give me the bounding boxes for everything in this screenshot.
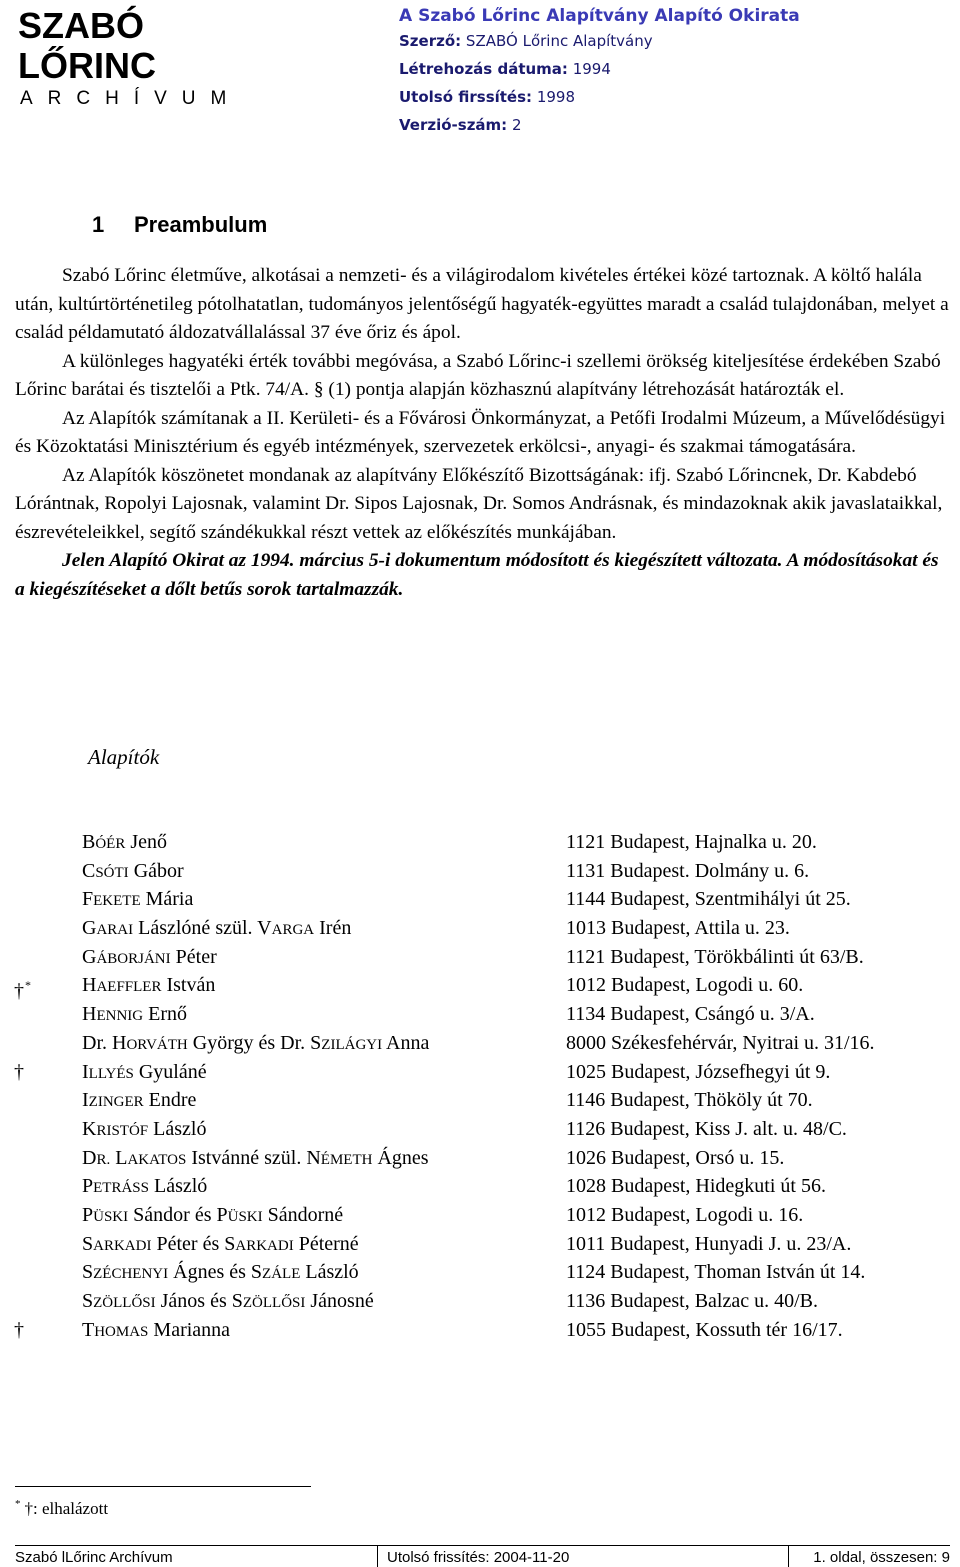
paragraph-5: Jelen Alapító Okirat az 1994. március 5-i dokumentum módosított és kiegészített változata. A módosításokat és a kiegészítéseket a dőlt betűs sorok tartalmazzák. xyxy=(15,550,939,600)
footer-updated: Utolsó frissítés: 2004-11-20 xyxy=(387,1549,570,1566)
footnote-ref: * xyxy=(25,978,31,993)
logo-line2: ARCHÍVUM xyxy=(20,88,242,109)
founder-row xyxy=(0,1172,960,1201)
founder-row xyxy=(0,1258,960,1287)
deceased-mark: † xyxy=(14,1060,24,1083)
founder-address: 1136 Budapest, Balzac u. 40/B. xyxy=(566,1290,818,1312)
founder-address: 1126 Budapest, Kiss J. alt. u. 48/C. xyxy=(566,1117,847,1140)
founder-row xyxy=(0,1316,960,1345)
founder-name: HAEFFLER István xyxy=(82,974,216,997)
section-heading xyxy=(92,212,267,238)
founder-address: 1144 Budapest, Szentmihályi út 25. xyxy=(566,888,851,911)
founder-row xyxy=(0,1287,960,1316)
founders-list xyxy=(0,828,960,1344)
section-number: 1 xyxy=(92,212,105,237)
founder-name: GÁBORJÁNI Péter xyxy=(82,945,217,968)
logo-line1: SZABÓ LŐRINC xyxy=(18,5,156,86)
founder-row xyxy=(0,885,960,914)
founder-name: FEKETE Mária xyxy=(82,888,194,911)
founder-address: 1055 Budapest, Kossuth tér 16/17. xyxy=(566,1318,843,1341)
paragraph-3: Az Alapítók számítanak a II. Kerületi- és a Fővárosi Önkormányzat, a Petőfi Irodalmi Múzeum, a Művelődésügyi és Közoktatási Minisztérium és egyéb intézmények, szervezetek erkölcsi-, anyagi- és szakmai támogatására. xyxy=(15,407,946,457)
founder-name: PÜSKI Sándor és PÜSKI Sándorné xyxy=(82,1203,344,1226)
deceased-mark: † xyxy=(14,1318,24,1341)
document-title: A Szabó Lőrinc Alapítvány Alapító Okirata xyxy=(399,6,800,26)
footnote xyxy=(15,1498,108,1519)
paragraph-1: Szabó Lőrinc életműve, alkotásai a nemzeti- és a világirodalom kivételes értékei közé tartoznak. A költő halála után, kultúrtörténetileg pótolhatatlan, tudományos jelentőségű hagyaték-együttes maradt a család tulajdonában, melyet a család példamutató áldozatvállalással 37 éve őriz és ápol. xyxy=(15,265,949,343)
paragraph-2: A különleges hagyatéki érték további megóvása, a Szabó Lőrinc-i szellemi örökség kiteljesítése érdekében Szabó Lőrinc barátai és tisztelői a Ptk. 74/A. § (1) pontja alapján közhasznú alapítvány létrehozását határozták el. xyxy=(15,350,941,400)
created-label: Létrehozás dátuma: xyxy=(399,60,568,78)
founder-address: 1012 Budapest, Logodi u. 16. xyxy=(566,1203,804,1226)
founder-name: PETRÁSS László xyxy=(82,1175,208,1198)
founder-row xyxy=(0,1000,960,1029)
founder-name: SZÖLLŐSI János és SZÖLLŐSI Jánosné xyxy=(82,1290,374,1312)
founders-title: Alapítók xyxy=(88,745,160,769)
footer-page-number: 1. oldal, összesen: 9 xyxy=(813,1549,950,1566)
cross-symbol: † xyxy=(14,980,24,1003)
founder-row xyxy=(0,914,960,943)
founder-address: 1025 Budapest, Józsefhegyi út 9. xyxy=(566,1060,831,1083)
footer-divider xyxy=(377,1546,378,1567)
founder-address: 1011 Budapest, Hunyadi J. u. 23/A. xyxy=(566,1232,852,1255)
founder-name: GARAI Lászlóné szül. VARGA Irén xyxy=(82,917,352,940)
footnote-separator xyxy=(15,1486,311,1487)
updated-row xyxy=(399,83,800,111)
founder-row xyxy=(0,828,960,857)
preamble-body xyxy=(15,262,950,604)
author-value: SZABÓ Lőrinc Alapítvány xyxy=(465,32,653,50)
paragraph-4: Az Alapítók köszönetet mondanak az alapítvány Előkészítő Bizottságának: ifj. Szabó Lőrincnek, Dr. Kabdebó Lórántnak, Ropolyi Lajosnak, valamint Dr. Sipos Lajosnak, Dr. Somos Andrásnak, és mindazoknak akik javaslataikkal, észrevételeikkel, segítő szándékukkal részt vettek az előkészítés munkájában. xyxy=(15,464,943,543)
founder-row xyxy=(0,1086,960,1115)
founder-address: 1012 Budapest, Logodi u. 60. xyxy=(566,974,804,997)
created-row xyxy=(399,55,800,83)
author-label: Szerző: xyxy=(399,32,462,50)
founder-row xyxy=(0,1144,960,1173)
version-row xyxy=(399,111,800,139)
updated-label: Utolsó firssítés: xyxy=(399,88,533,106)
footnote-text: †: elhalázott xyxy=(24,1499,109,1518)
founder-address: 1121 Budapest, Törökbálinti út 63/B. xyxy=(566,945,864,968)
founder-row xyxy=(0,971,960,1003)
founder-row xyxy=(0,1201,960,1230)
page-footer xyxy=(15,1545,950,1567)
founder-address: 1013 Budapest, Attila u. 23. xyxy=(566,917,790,940)
founder-name: KRISTÓF László xyxy=(82,1117,207,1140)
founder-address: 1134 Budapest, Csángó u. 3/A. xyxy=(566,1003,815,1026)
founder-row xyxy=(0,1230,960,1259)
founder-name: BÓÉR Jenő xyxy=(82,831,168,853)
footer-divider xyxy=(788,1546,789,1567)
founder-name: SARKADI Péter és SARKADI Péterné xyxy=(82,1232,359,1255)
founder-address: 1124 Budapest, Thoman István út 14. xyxy=(566,1261,866,1284)
founder-row xyxy=(0,943,960,972)
section-title: Preambulum xyxy=(134,212,268,237)
founder-name: SZÉCHENYI Ágnes és SZÁLE László xyxy=(82,1261,359,1284)
footer-archive-name: Szabó lLőrinc Archívum xyxy=(15,1549,173,1566)
version-label: Verzió-szám: xyxy=(399,116,508,134)
founder-name: Dr. HORVÁTH György és Dr. SZILÁGYI Anna xyxy=(82,1031,430,1054)
founder-row xyxy=(0,1029,960,1058)
founder-name: HENNIG Ernő xyxy=(82,1003,187,1026)
founder-row xyxy=(0,857,960,886)
founder-name: THOMAS Marianna xyxy=(82,1318,231,1341)
created-value: 1994 xyxy=(572,60,611,78)
updated-value: 1998 xyxy=(536,88,576,106)
founder-name: IZINGER Endre xyxy=(82,1089,197,1112)
founder-address: 1121 Budapest, Hajnalka u. 20. xyxy=(566,831,817,853)
founder-address: 8000 Székesfehérvár, Nyitrai u. 31/16. xyxy=(566,1031,875,1054)
founder-name: DR. LAKATOS Istvánné szül. NÉMETH Ágnes xyxy=(82,1146,429,1169)
founder-row xyxy=(0,1115,960,1144)
author-row xyxy=(399,27,800,55)
founder-address: 1028 Budapest, Hidegkuti út 56. xyxy=(566,1175,826,1198)
document-metadata xyxy=(399,5,800,139)
archive-logo xyxy=(18,5,242,109)
founder-row xyxy=(0,1058,960,1087)
founder-name: CSÓTI Gábor xyxy=(82,859,184,882)
version-value: 2 xyxy=(511,116,522,134)
founder-address: 1131 Budapest. Dolmány u. 6. xyxy=(566,859,810,882)
founder-address: 1146 Budapest, Thököly út 70. xyxy=(566,1089,813,1112)
founder-address: 1026 Budapest, Orsó u. 15. xyxy=(566,1146,785,1169)
founder-name: ILLYÉS Gyuláné xyxy=(82,1060,207,1083)
footnote-marker: * xyxy=(15,1498,21,1510)
